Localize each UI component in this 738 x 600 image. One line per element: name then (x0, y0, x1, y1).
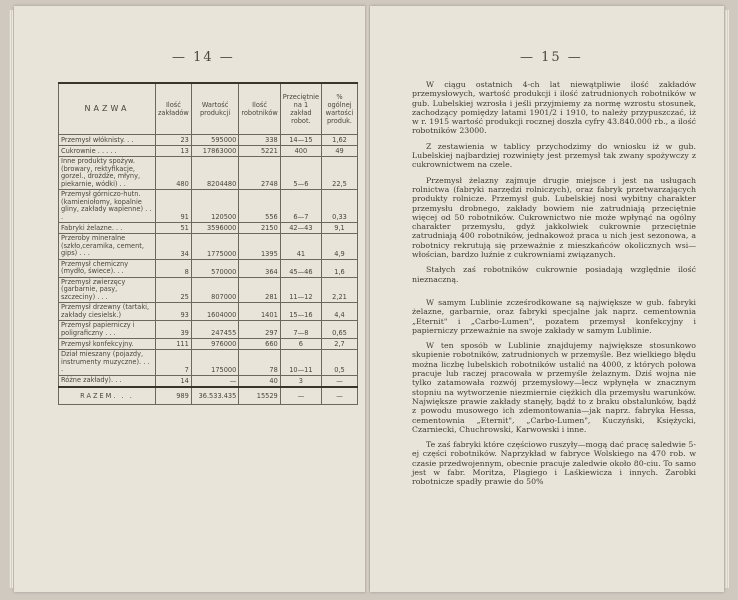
cell-wartosc: 247455 (191, 321, 239, 339)
cell-wartosc: 17863000 (191, 146, 239, 157)
table-row (59, 234, 358, 260)
cell-procent: — (322, 375, 358, 387)
cell-procent: 49 (322, 146, 358, 157)
cell-robotnicy: 281 (239, 277, 280, 303)
cell-robotnicy: 1395 (239, 234, 280, 260)
cell-procent: 22,5 (322, 157, 358, 190)
cell-wartosc: 1775000 (191, 234, 239, 260)
table-row (59, 190, 358, 223)
cell-robotnicy: 338 (239, 135, 280, 146)
paragraph: Te zaś fabryki które częściowo ruszyły—mogą dać pracę saledwie 5-ej części robotników. Naprzykład w fabryce Wolskiego na 470 rob. w czasie przedwojennym, obecnie pracuje zaledwie około 80-ciu. To samo jest w fabr. Moritza, Plagiego i Laśkiewicza i innych. Zarobki robotnicze spadły prawie do 50% (412, 440, 696, 487)
paragraph: Przemysł żelazny zajmuje drugie miejsce i jest na usługach rolnictwa (fabryki narzędzi rolniczych), oraz fabryk przetwarzających produkty rolnicze. Przemysł gub. Lubelskiej nosi wybitny charakter przemysłu drobnego, zakłady bowiem nie zatrudniają przeciętnie więcej od 50 robotników. Cukrownictwo nie może wpłynąć na ogólny charakter przemysłu, gdyż jakkolwiek cukrownie przeciętnie zatrudniają 400 robotników, jednakowoż praca u nich jest sezonowa, a robotnicy rekrutują się przeważnie z mieszkańców okolicznych wsi—włościan, bardzo luźnie z cukrowniami związanych. (412, 175, 696, 260)
table-row (59, 339, 358, 350)
page-stack-edge (725, 10, 729, 588)
cell-przecietnie: 10—11 (280, 350, 321, 376)
cell-robotnicy: 2748 (239, 157, 280, 190)
cell-zaklady: 111 (155, 339, 191, 350)
cell-name: Przemysł włóknisty. . . (59, 135, 156, 146)
page-number-right: — 15 — (520, 50, 583, 65)
cell-robotnicy: 660 (239, 339, 280, 350)
cell-wartosc: 8204480 (191, 157, 239, 190)
cell-robotnicy: 1401 (239, 303, 280, 321)
header-nazwa: NAZWA (59, 83, 156, 135)
paragraph: W ten sposób w Lublinie znajdujemy największe stosunkowo skupienie robotników, zatrudnionych w przemyśle. Bez wielkiego błędu można liczbę lubelskich robotników ustalić na 4000, z których połowa pracuje lub raczej pracowała w przemyśle żelaznym. Dziś wojna nie tylko zatamowała rozwój przemysłowy—lecz wpłynęła w znacznym stopniu na wytworzenie niezmiernie ciężkich dla przemysłu warunków. Największe prawie zakłady stanęły, bądź to z braku obstalunków, bądź z powodu musowego ich zdemontowania—jak naprz. fabryka Hessa, cementownia „Eternit", „Carbo-Lumen", Kuczyński, Księżycki, Czarniecki, Chuchrowski, Karwowski i inne. (412, 341, 696, 434)
cell-robotnicy: 78 (239, 350, 280, 376)
cell-name: Przemysł chemiczny (mydło, świece). . . (59, 259, 156, 277)
header-wartosc: Wartość produkcji (191, 83, 239, 135)
cell-zaklady: 34 (155, 234, 191, 260)
cell-przecietnie: 6—7 (280, 190, 321, 223)
cell-procent: 0,5 (322, 350, 358, 376)
table-row (59, 375, 358, 387)
total-wartosc: 36.533.435 (191, 387, 239, 405)
cell-robotnicy: 297 (239, 321, 280, 339)
total-label: RAZEM. . . (59, 387, 156, 405)
cell-zaklady: 480 (155, 157, 191, 190)
table-row (59, 146, 358, 157)
cell-name: Inne produkty spożyw. (browary, rektyfikacje, gorzel., drożdże, młyny, piekarnie, wódki) . . (59, 157, 156, 190)
cell-zaklady: 93 (155, 303, 191, 321)
cell-robotnicy: 556 (239, 190, 280, 223)
paragraph: W ciągu ostatnich 4-ch lat niewątpliwie ilość zakładów przemysłowych, wartość produkcji i ilość zatrudnionych robotników w gub. Lubelskiej wzrosła i jeśli przyjmiemy za normę wzrostu stosunek, zachodzący pomiędzy latami 1901/2 i 1910, to należy przypuszczać, iż w r. 1915 wartość produkcji rocznej doszła cyfry 43.840.000 rb., a ilość robotników 23000. (412, 80, 696, 136)
right-page (370, 6, 724, 592)
cell-wartosc: 976000 (191, 339, 239, 350)
cell-wartosc: 595000 (191, 135, 239, 146)
cell-wartosc: 807000 (191, 277, 239, 303)
cell-name: Dział mieszany (pojazdy, instrumenty muzyczne). . . . (59, 350, 156, 376)
header-procent: % ogólnej wartości produk. (322, 83, 358, 135)
cell-przecietnie: 5—6 (280, 157, 321, 190)
cell-name: Fabryki żelazne. . . (59, 223, 156, 234)
cell-robotnicy: 40 (239, 375, 280, 387)
table-row (59, 350, 358, 376)
cell-przecietnie: 45—46 (280, 259, 321, 277)
cell-przecietnie: 400 (280, 146, 321, 157)
table-row (59, 223, 358, 234)
total-przecietnie: — (280, 387, 321, 405)
table-row (59, 277, 358, 303)
cell-przecietnie: 42—43 (280, 223, 321, 234)
left-page (14, 6, 366, 592)
cell-przecietnie: 41 (280, 234, 321, 260)
cell-przecietnie: 15—16 (280, 303, 321, 321)
cell-zaklady: 39 (155, 321, 191, 339)
cell-przecietnie: 11—12 (280, 277, 321, 303)
cell-name: Cukrownie . . . . . (59, 146, 156, 157)
cell-przecietnie: 6 (280, 339, 321, 350)
cell-procent: 2,7 (322, 339, 358, 350)
total-procent: — (322, 387, 358, 405)
table-row (59, 157, 358, 190)
cell-wartosc: 3596000 (191, 223, 239, 234)
page-stack-edge (9, 10, 13, 588)
page-number-left: — 14 — (172, 50, 235, 65)
cell-procent: 4,4 (322, 303, 358, 321)
cell-procent: 1,62 (322, 135, 358, 146)
table-total-row (59, 387, 358, 405)
header-przecietnie: Przeciętnie na 1 zakład robot. (280, 83, 321, 135)
header-robotnicy: Ilość robotników (239, 83, 280, 135)
cell-zaklady: 91 (155, 190, 191, 223)
cell-name: Przemysł konfekcyjny. (59, 339, 156, 350)
cell-zaklady: 51 (155, 223, 191, 234)
cell-procent: 9,1 (322, 223, 358, 234)
cell-zaklady: 23 (155, 135, 191, 146)
total-zaklady: 989 (155, 387, 191, 405)
cell-robotnicy: 364 (239, 259, 280, 277)
cell-wartosc: 570000 (191, 259, 239, 277)
cell-procent: 2,21 (322, 277, 358, 303)
cell-name: Przemysł górniczo-hutn. (kamieniołomy, kopalnie gliny, zakłady wapienne) . . . (59, 190, 156, 223)
industry-statistics-table (58, 82, 358, 405)
cell-robotnicy: 5221 (239, 146, 280, 157)
cell-name: Przemysł zwierzęcy (garbarnie, pasy, szczeciny) . . . (59, 277, 156, 303)
cell-name: Przeroby mineralne (szkło,ceramika, cement, gips) . . . (59, 234, 156, 260)
cell-name: Różne zakłady). . . (59, 375, 156, 387)
cell-name: Przemysł drzewny (tartaki, zakłady ciesielsk.) (59, 303, 156, 321)
cell-procent: 0,33 (322, 190, 358, 223)
cell-wartosc: 120500 (191, 190, 239, 223)
paragraph: W samym Lublinie zcześrodkowane są największe w gub. fabryki żelazne, garbarnie, oraz fabryki specjalne jak naprz. cementownia „Eternit" i „Carbo-Lumen", pozatem przemysł konfekcyjny i papierniczy przeważnie na swoje zakłady w samym Lublinie. (412, 297, 696, 335)
cell-wartosc: — (191, 375, 239, 387)
paragraph: Z zestawienia w tablicy przychodzimy do wniosku iż w gub. Lubelskiej najbardziej rozwinięty jest przemysł tak zwany spożywczy z cukrownictwem na czele. (412, 141, 696, 170)
page-text (412, 80, 696, 493)
table-row (59, 303, 358, 321)
cell-zaklady: 13 (155, 146, 191, 157)
cell-procent: 4,9 (322, 234, 358, 260)
cell-zaklady: 7 (155, 350, 191, 376)
header-zaklady: Ilość zakładów (155, 83, 191, 135)
cell-name: Przemysł papierniczy i poligraficzny . . . (59, 321, 156, 339)
total-robotnicy: 15529 (239, 387, 280, 405)
cell-zaklady: 8 (155, 259, 191, 277)
cell-wartosc: 1604000 (191, 303, 239, 321)
cell-wartosc: 175000 (191, 350, 239, 376)
table-row (59, 135, 358, 146)
cell-zaklady: 14 (155, 375, 191, 387)
table-header-row (59, 83, 358, 135)
cell-procent: 1,6 (322, 259, 358, 277)
table-row (59, 259, 358, 277)
cell-przecietnie: 14—15 (280, 135, 321, 146)
cell-robotnicy: 2150 (239, 223, 280, 234)
cell-zaklady: 25 (155, 277, 191, 303)
cell-procent: 0,65 (322, 321, 358, 339)
table-row (59, 321, 358, 339)
cell-przecietnie: 7—8 (280, 321, 321, 339)
paragraph: Stałych zaś robotników cukrownie posiadają względnie ilość nieznaczną. (412, 265, 696, 284)
cell-przecietnie: 3 (280, 375, 321, 387)
